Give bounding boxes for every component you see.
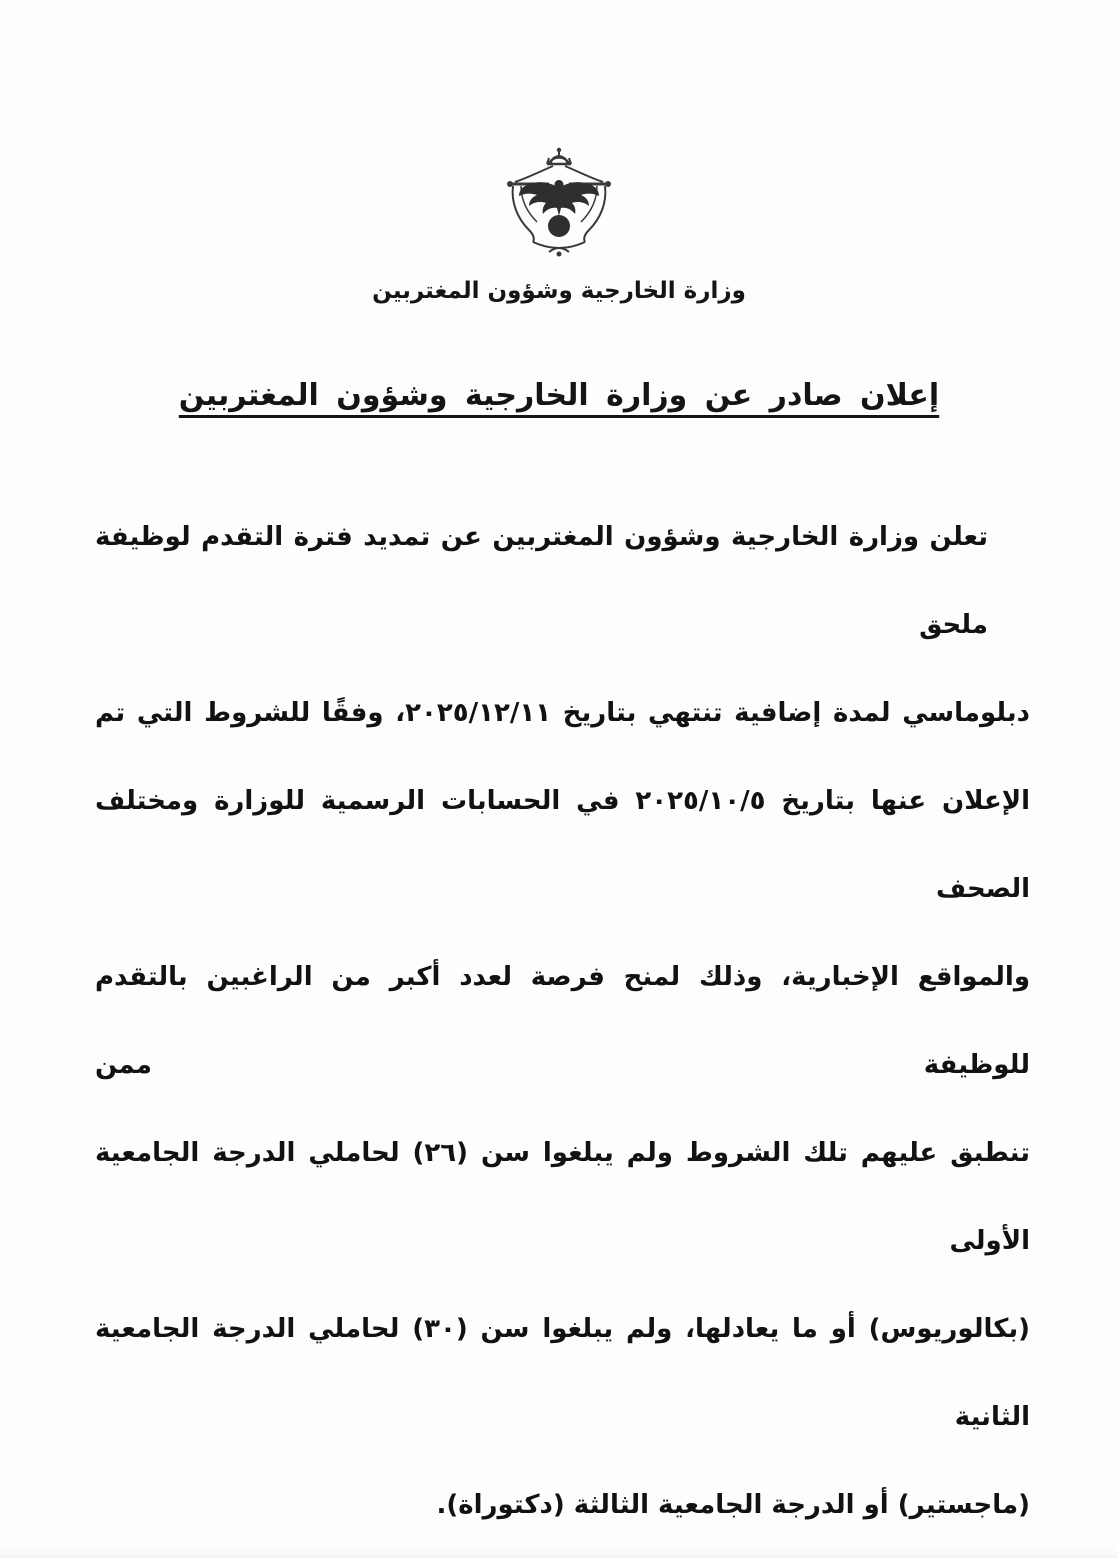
body-line-1: تعلن وزارة الخارجية وشؤون المغتربين عن تمديد فترة التقدم لوظيفة ملحق xyxy=(95,522,988,640)
body-line-3: الإعلان عنها بتاريخ ٢٠٢٥/١٠/٥ في الحسابات الرسمية للوزارة ومختلف الصحف xyxy=(95,786,1031,904)
announcement-title: إعلان صادر عن وزارة الخارجية وشؤون المغتربين xyxy=(178,378,940,413)
body-line-7: (ماجستير) أو الدرجة الجامعية الثالثة (دكتوراة). xyxy=(436,1490,1030,1520)
scan-artifact-bottom xyxy=(0,1548,1118,1558)
logo-container xyxy=(0,0,1118,264)
ministry-name: وزارة الخارجية وشؤون المغتربين xyxy=(372,278,746,304)
body-line-4: والمواقع الإخبارية، وذلك لمنح فرصة لعدد أكبر من الراغبين بالتقدم للوظيفة ممن xyxy=(95,962,1030,1080)
jordan-coat-of-arms-logo xyxy=(498,146,620,260)
body-line-2: دبلوماسي لمدة إضافية تنتهي بتاريخ ٢٠٢٥/١٢/١١، وفقًا للشروط التي تم xyxy=(95,698,1030,728)
body-line-5: تنطبق عليهم تلك الشروط ولم يبلغوا سن (٢٦) لحاملي الدرجة الجامعية الأولى xyxy=(95,1138,1030,1256)
announcement-body xyxy=(95,493,1030,1549)
body-line-6: (بكالوريوس) أو ما يعادلها، ولم يبلغوا سن (٣٠) لحاملي الدرجة الجامعية الثانية xyxy=(95,1314,1030,1432)
